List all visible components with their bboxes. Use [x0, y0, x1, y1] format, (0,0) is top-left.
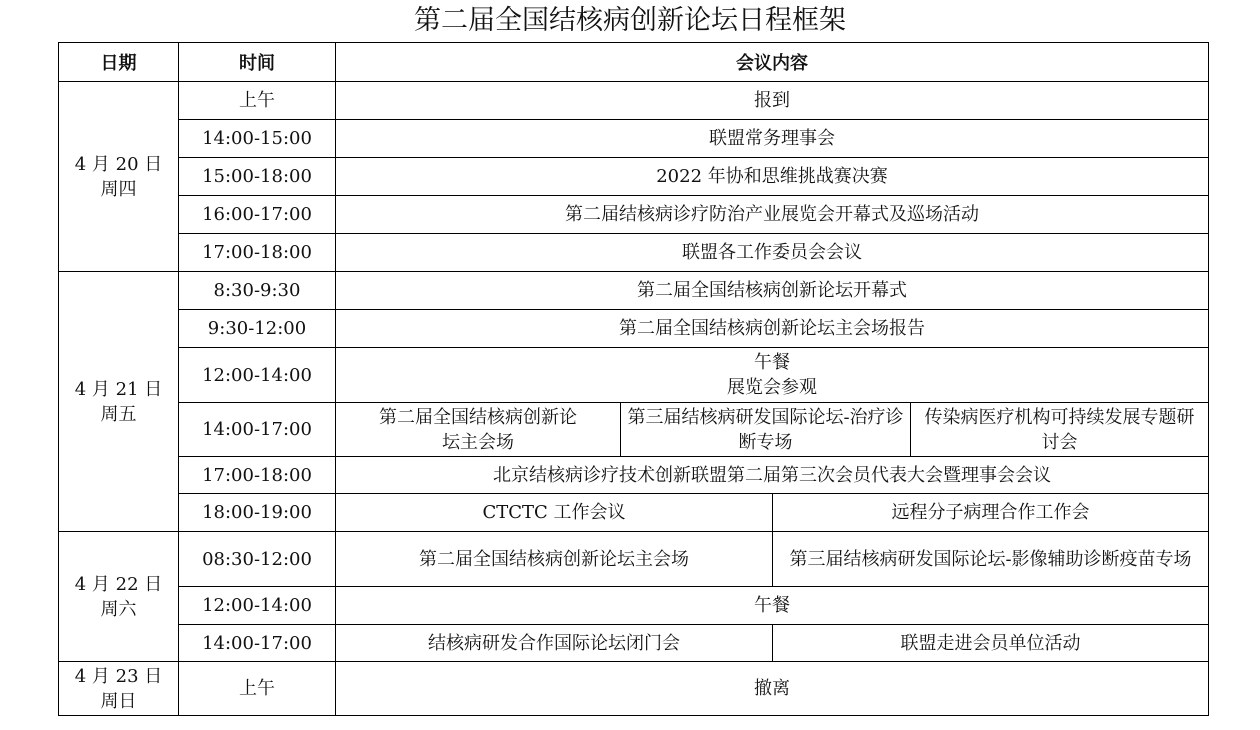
content-cell: 远程分子病理合作工作会	[773, 494, 1209, 532]
date-text: 4 月 20 日	[74, 153, 163, 175]
content-cell: 第二届全国结核病创新论坛开幕式	[336, 272, 1209, 310]
date-cell	[59, 532, 179, 662]
time-cell: 14:00-17:00	[179, 625, 336, 662]
date-cell	[59, 82, 179, 272]
time-cell: 12:00-14:00	[179, 348, 336, 403]
content-cell: CTCTC 工作会议	[336, 494, 773, 532]
table-row	[59, 158, 1209, 196]
table-row	[59, 494, 1209, 532]
time-cell: 上午	[179, 662, 336, 716]
content-cell: 2022 年协和思维挑战赛决赛	[336, 158, 1209, 196]
table-row	[59, 457, 1209, 494]
content-cell: 撤离	[336, 662, 1209, 716]
content-cell	[336, 348, 1209, 403]
schedule-table	[58, 42, 1209, 716]
content-cell: 联盟各工作委员会会议	[336, 234, 1209, 272]
table-row	[59, 234, 1209, 272]
date-cell	[59, 662, 179, 716]
time-cell: 上午	[179, 82, 336, 120]
time-cell: 15:00-18:00	[179, 158, 336, 196]
weekday-text: 周六	[100, 598, 137, 620]
date-cell	[59, 272, 179, 532]
time-cell: 14:00-17:00	[179, 403, 336, 457]
content-cell: 第二届全国结核病创新论坛主会场	[336, 532, 773, 587]
date-text: 4 月 23 日	[74, 665, 163, 687]
content-line: 展览会参观	[727, 377, 817, 398]
content-cell: 北京结核病诊疗技术创新联盟第二届第三次会员代表大会暨理事会会议	[336, 457, 1209, 494]
header-content: 会议内容	[336, 43, 1209, 82]
table-row	[59, 403, 1209, 457]
table-row	[59, 625, 1209, 662]
table-row	[59, 82, 1209, 120]
content-cell: 第二届全国结核病创新论坛主会场	[336, 403, 621, 457]
weekday-text: 周日	[100, 690, 137, 712]
header-time: 时间	[179, 43, 336, 82]
content-cell: 午餐	[336, 587, 1209, 625]
table-row	[59, 587, 1209, 625]
content-cell: 第三届结核病研发国际论坛-治疗诊断专场	[621, 403, 911, 457]
table-row	[59, 662, 1209, 716]
table-row	[59, 272, 1209, 310]
content-cell: 报到	[336, 82, 1209, 120]
weekday-text: 周四	[100, 178, 137, 200]
time-cell: 17:00-18:00	[179, 457, 336, 494]
header-date: 日期	[59, 43, 179, 82]
content-cell: 第二届结核病诊疗防治产业展览会开幕式及巡场活动	[336, 196, 1209, 234]
header-row	[59, 43, 1209, 82]
time-cell: 12:00-14:00	[179, 587, 336, 625]
content-cell: 传染病医疗机构可持续发展专题研讨会	[911, 403, 1209, 457]
content-cell: 第三届结核病研发国际论坛-影像辅助诊断疫苗专场	[773, 532, 1209, 587]
time-cell: 14:00-15:00	[179, 120, 336, 158]
content-cell: 第二届全国结核病创新论坛主会场报告	[336, 310, 1209, 348]
weekday-text: 周五	[100, 403, 137, 425]
table-row	[59, 120, 1209, 158]
time-cell: 8:30-9:30	[179, 272, 336, 310]
date-text: 4 月 22 日	[74, 573, 163, 595]
content-cell: 结核病研发合作国际论坛闭门会	[336, 625, 773, 662]
time-cell: 9:30-12:00	[179, 310, 336, 348]
time-cell: 17:00-18:00	[179, 234, 336, 272]
date-text: 4 月 21 日	[74, 378, 163, 400]
page-title: 第二届全国结核病创新论坛日程框架	[414, 5, 846, 36]
table-row	[59, 196, 1209, 234]
table-row	[59, 532, 1209, 587]
table-row	[59, 348, 1209, 403]
time-cell: 18:00-19:00	[179, 494, 336, 532]
content-line: 午餐	[754, 352, 790, 373]
time-cell: 08:30-12:00	[179, 532, 336, 587]
content-cell: 联盟常务理事会	[336, 120, 1209, 158]
content-cell: 联盟走进会员单位活动	[773, 625, 1209, 662]
time-cell: 16:00-17:00	[179, 196, 336, 234]
table-row	[59, 310, 1209, 348]
